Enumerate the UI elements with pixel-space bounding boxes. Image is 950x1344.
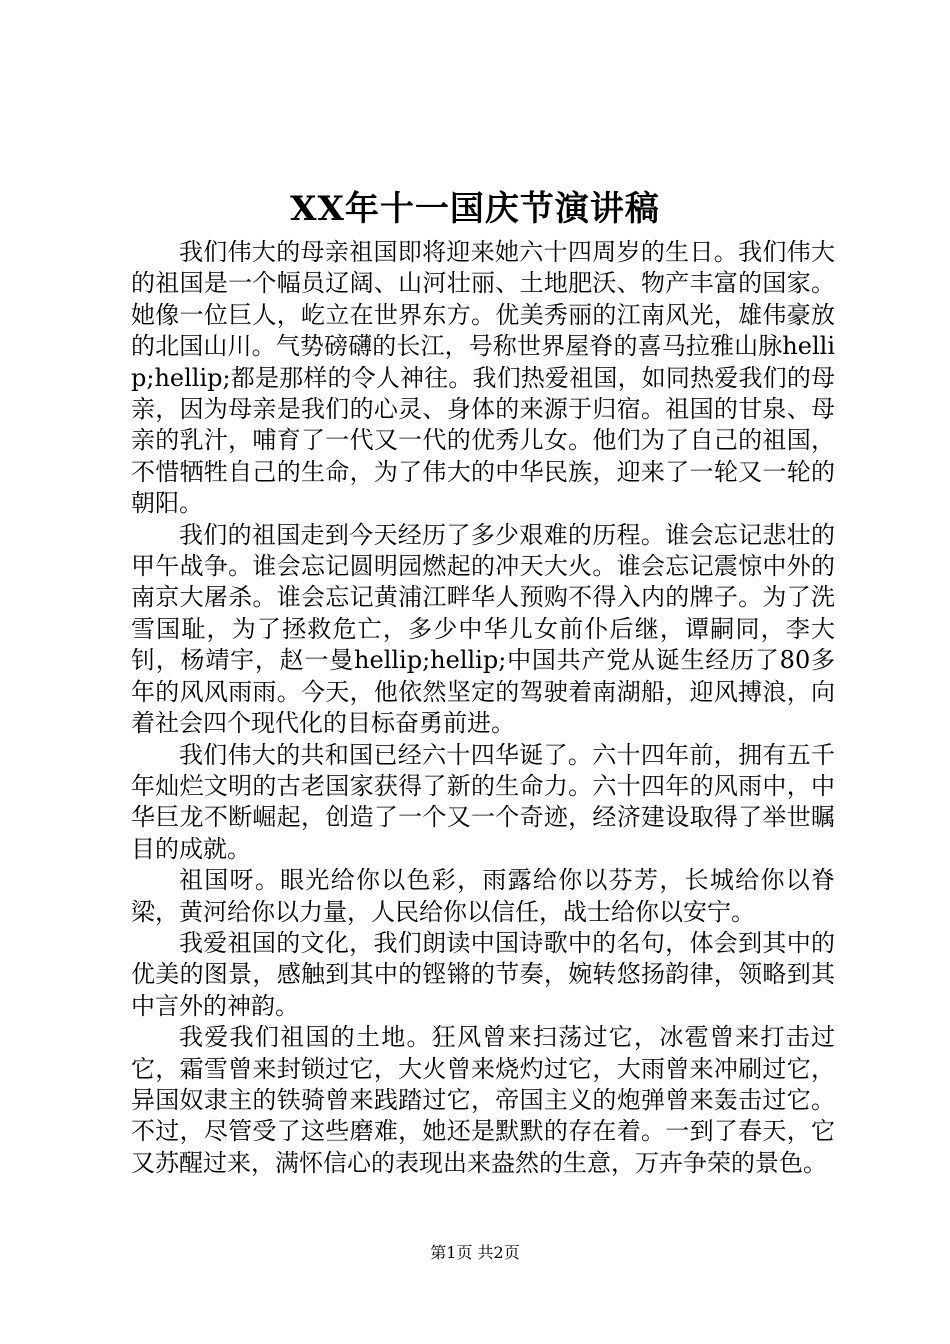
paragraph-6: 我爱我们祖国的土地。狂风曾来扫荡过它，冰雹曾来打击过它，霜雪曾来封锁过它，大火曾来烧灼过它，大雨曾来冲刷过它，异国奴隶主的铁骑曾来践踏过它，帝国主义的炮弹曾来轰击过它。不过，尽管受了这些磨难，她还是默默的存在着。一到了春天，它又苏醒过来，满怀信心的表现出来盎然的生意，万卉争荣的景色。 xyxy=(131,1023,835,1177)
paragraph-5: 我爱祖国的文化，我们朗读中国诗歌中的名句，体会到其中的优美的图景，感触到其中的铿锵的节奏，婉转悠扬韵律，领略到其中言外的神韵。 xyxy=(131,928,835,1020)
page-footer: 第1页 共2页 xyxy=(430,1243,520,1262)
document-body xyxy=(131,237,835,1179)
paragraph-2: 我们的祖国走到今天经历了多少艰难的历程。谁会忘记悲壮的甲午战争。谁会忘记圆明园燃起的冲天大火。谁会忘记震惊中外的南京大屠杀。谁会忘记黄浦江畔华人预购不得入内的牌子。为了洗雪国耻，为了拯救危亡，多少中华儿女前仆后继，谭嗣同，李大钊，杨靖宇，赵一曼hellip;hellip;中国共产党从诞生经历了80多年的风风雨雨。今天，他依然坚定的驾驶着南湖船，迎风搏浪，向着社会四个现代化的目标奋勇前进。 xyxy=(131,520,835,738)
paragraph-1: 我们伟大的母亲祖国即将迎来她六十四周岁的生日。我们伟大的祖国是一个幅员辽阔、山河壮丽、土地肥沃、物产丰富的国家。她像一位巨人，屹立在世界东方。优美秀丽的江南风光，雄伟豪放的北国山川。气势磅礴的长江，号称世界屋脊的喜马拉雅山脉hellip;hellip;都是那样的令人神往。我们热爱祖国，如同热爱我们的母亲，因为母亲是我们的心灵、身体的来源于归宿。祖国的甘泉、母亲的乳汁，哺育了一代又一代的优秀儿女。他们为了自己的祖国，不惜牺牲自己的生命，为了伟大的中华民族，迎来了一轮又一轮的朝阳。 xyxy=(131,238,835,518)
paragraph-3: 我们伟大的共和国已经六十四华诞了。六十四年前，拥有五千年灿烂文明的古老国家获得了新的生命力。六十四年的风雨中，中华巨龙不断崛起，创造了一个又一个奇迹，经济建设取得了举世瞩目的成就。 xyxy=(131,740,835,863)
paragraph-4: 祖国呀。眼光给你以色彩，雨露给你以芬芳，长城给你以脊梁，黄河给你以力量，人民给你以信任，战士给你以安宁。 xyxy=(131,866,835,926)
document-title: XX年十一国庆节演讲稿 xyxy=(290,189,660,229)
